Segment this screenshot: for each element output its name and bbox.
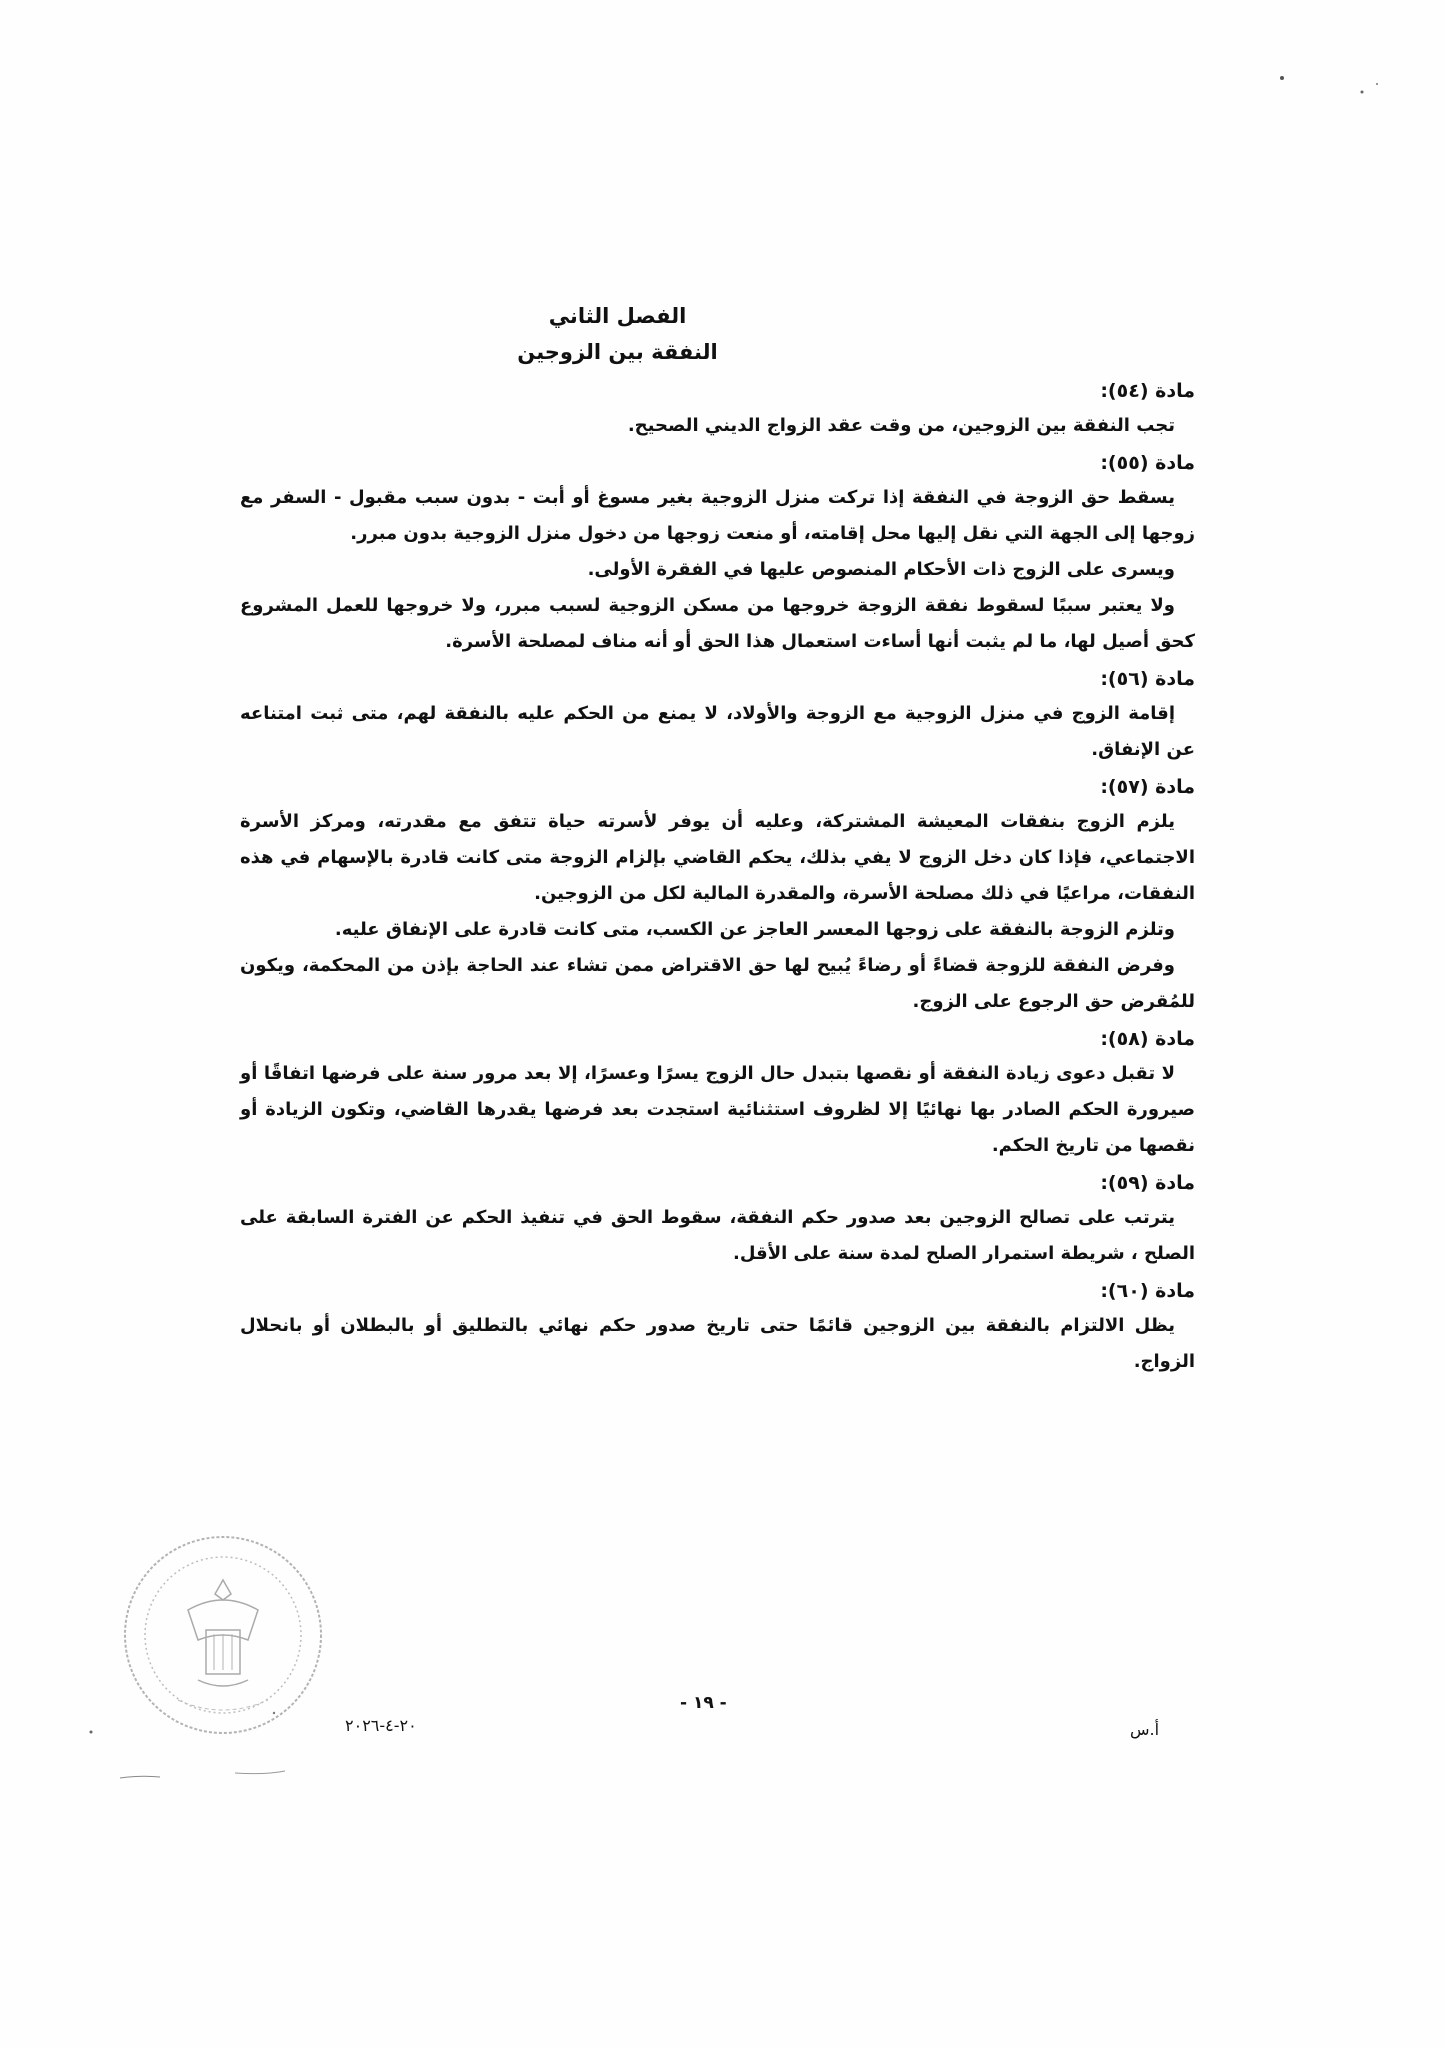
article-58	[240, 1022, 1195, 1164]
document-date: ٢٠-٤-٢٠٢٦	[345, 1716, 417, 1735]
article-paragraph: يظل الالتزام بالنفقة بين الزوجين قائمًا حتى تاريخ صدور حكم نهائي بالتطليق أو بالبطلان أو بانحلال الزواج.	[240, 1315, 1195, 1372]
article-heading: مادة (٥٥):	[1100, 452, 1195, 474]
article-heading: مادة (٥٨):	[1100, 1028, 1195, 1050]
article-paragraph: يترتب على تصالح الزوجين بعد صدور حكم النفقة، سقوط الحق في تنفيذ الحكم عن الفترة السابقة على الصلح ، شريطة استمرار الصلح لمدة سنة على الأقل.	[240, 1207, 1195, 1264]
article-paragraph: يسقط حق الزوجة في النفقة إذا تركت منزل الزوجية بغير مسوغ أو أبت - بدون سبب مقبول - السفر مع زوجها إلى الجهة التي نقل إليها محل إقامته، أو منعت زوجها من دخول منزل الزوجية بدون مبرر.	[240, 487, 1195, 544]
page-number: - ١٩ -	[680, 1693, 727, 1713]
article-57	[240, 770, 1195, 1020]
eagle-seal-icon	[118, 1530, 328, 1740]
article-heading: مادة (٥٧):	[1100, 776, 1195, 798]
article-heading: مادة (٥٩):	[1100, 1172, 1195, 1194]
article-54	[240, 374, 1195, 444]
chapter-title: الفصل الثاني	[548, 304, 687, 328]
article-56	[240, 662, 1195, 768]
article-59	[240, 1166, 1195, 1272]
article-paragraph: تجب النفقة بين الزوجين، من وقت عقد الزواج الديني الصحيح.	[627, 415, 1175, 436]
article-paragraph: ويسرى على الزوج ذات الأحكام المنصوص عليها في الفقرة الأولى.	[587, 559, 1175, 580]
article-paragraph: وفرض النفقة للزوجة قضاءً أو رضاءً يُبيح لها حق الاقتراض ممن تشاء عند الحاجة بإذن من المحكمة، ويكون للمُقرض حق الرجوع على الزوج.	[240, 955, 1195, 1012]
article-paragraph: يلزم الزوج بنفقات المعيشة المشتركة، وعليه أن يوفر لأسرته حياة تتفق مع مقدرته، ومركز الأسرة الاجتماعي، فإذا كان دخل الزوج لا يفي بذلك، يحكم القاضي بإلزام الزوجة متى كانت قادرة بالإسهام في هذه النفقات، مراعيًا في ذلك مصلحة الأسرة، والمقدرة المالية لكل من الزوجين.	[240, 811, 1195, 904]
document-body	[240, 298, 1195, 1380]
article-paragraph: وتلزم الزوجة بالنفقة على زوجها المعسر العاجز عن الكسب، متى كانت قادرة على الإنفاق عليه.	[334, 919, 1175, 940]
article-heading: مادة (٥٤):	[1100, 380, 1195, 402]
article-55	[240, 446, 1195, 660]
article-60	[240, 1274, 1195, 1380]
article-heading: مادة (٦٠):	[1100, 1280, 1195, 1302]
article-paragraph: لا تقبل دعوى زيادة النفقة أو نقصها بتبدل حال الزوج يسرًا وعسرًا، إلا بعد مرور سنة على فرضها اتفاقًا أو صيرورة الحكم الصادر بها نهائيًا إلا لظروف استثنائية استجدت بعد فرضها يقدرها القاضي، وتكون الزيادة أو نقصها من تاريخ الحكم.	[240, 1063, 1195, 1156]
article-heading: مادة (٥٦):	[1100, 668, 1195, 690]
article-paragraph: ولا يعتبر سببًا لسقوط نفقة الزوجة خروجها من مسكن الزوجية لسبب مبرر، ولا خروجها للعمل المشروع كحق أصيل لها، ما لم يثبت أنها أساءت استعمال هذا الحق أو أنه مناف لمصلحة الأسرة.	[240, 595, 1195, 652]
chapter-subtitle: النفقة بين الزوجين	[517, 340, 718, 364]
typist-initials: أ.س	[1130, 1720, 1160, 1739]
article-paragraph: إقامة الزوج في منزل الزوجية مع الزوجة والأولاد، لا يمنع من الحكم عليه بالنفقة لهم، متى ثبت امتناعه عن الإنفاق.	[240, 703, 1195, 760]
